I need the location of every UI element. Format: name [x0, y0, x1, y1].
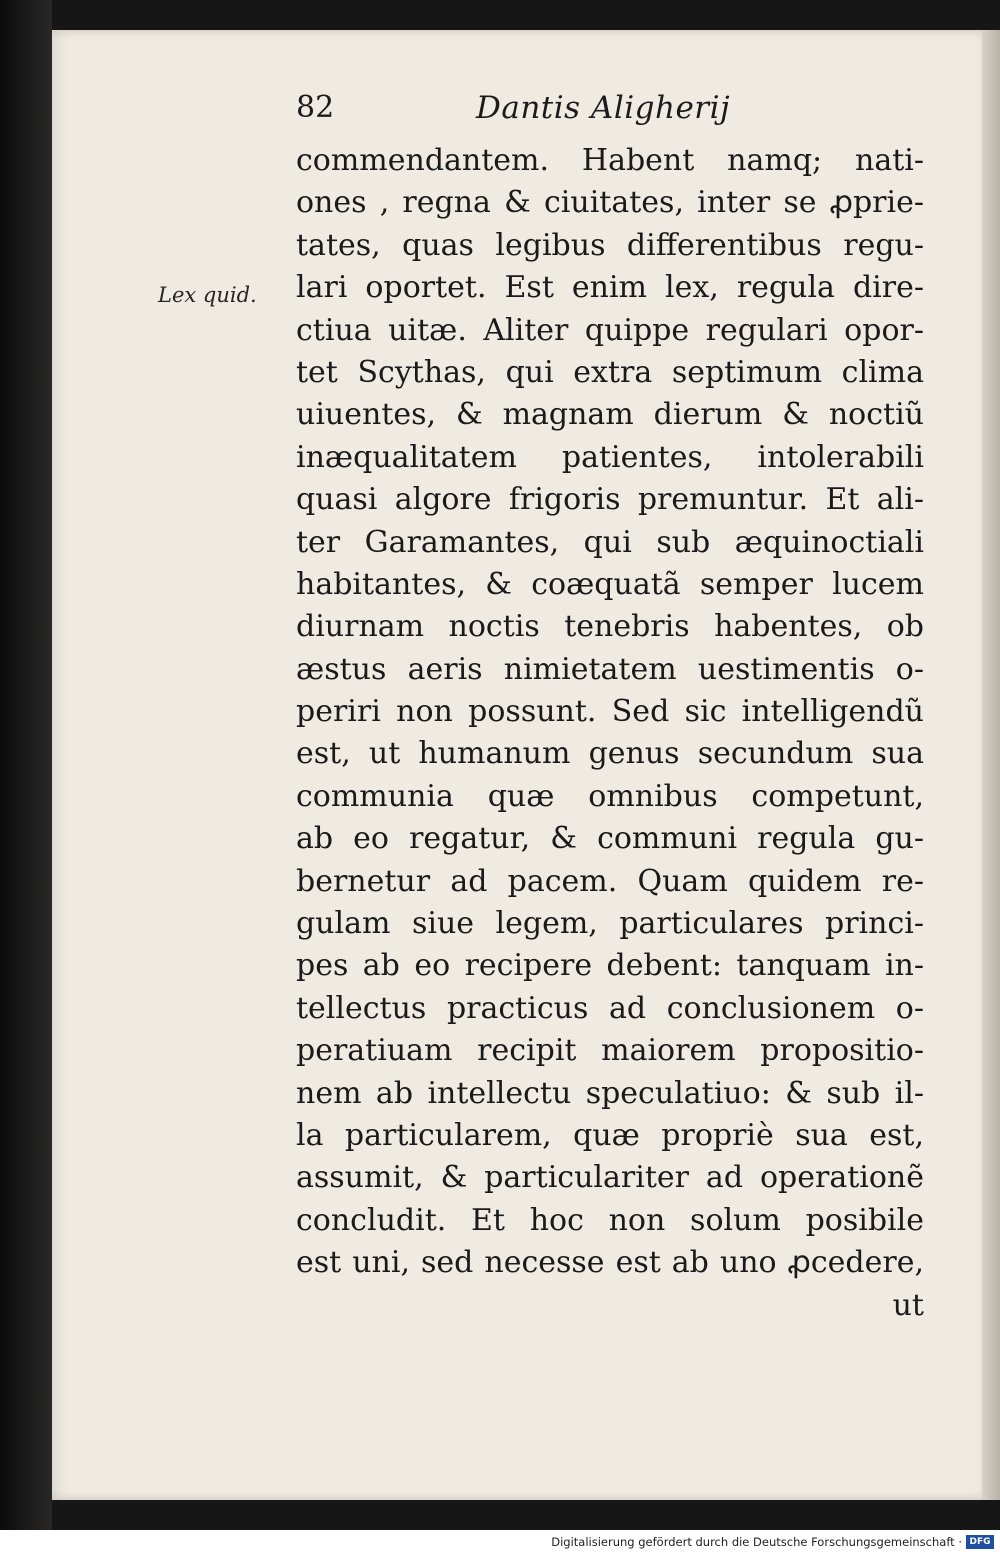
text-line: periri non possunt. Sed sic intelligendũ: [296, 694, 924, 730]
catchword: ut: [892, 1287, 924, 1323]
text-line: uiuentes, & magnam dierum & noctiũ: [296, 397, 924, 433]
page-number: 82: [296, 90, 335, 125]
running-head: [296, 90, 736, 140]
text-line: inæqualitatem patientes, intolerabili: [296, 439, 924, 475]
dfg-logo-icon: DFG: [966, 1535, 994, 1549]
text-line: assumit, & particulariter ad operationẽ: [296, 1160, 924, 1196]
text-line: nem ab intellectu speculatiuo: & sub il-: [296, 1075, 924, 1111]
marginal-note: Lex quid.: [158, 283, 257, 307]
book-binding-shadow: [0, 0, 52, 1530]
text-line: habitantes, & coæquatã semper lucem: [296, 566, 924, 602]
text-line: tet Scythas, qui extra septimum clima: [296, 354, 924, 390]
text-line: ones , regna & ciuitates, inter se ꝓprie-: [296, 185, 924, 221]
text-line: communia quæ omnibus competunt,: [296, 778, 924, 814]
text-line: commendantem. Habent namq; nati-: [296, 143, 924, 178]
text-line: bernetur ad pacem. Quam quidem re-: [296, 863, 924, 899]
text-line: tellectus practicus ad conclusionem o-: [296, 990, 924, 1026]
text-line: concludit. Et hoc non solum posibile: [296, 1202, 924, 1238]
text-line: pes ab eo recipere debent: tanquam in-: [296, 948, 924, 984]
text-line: tates, quas legibus differentibus regu-: [296, 227, 924, 263]
text-line: ter Garamantes, qui sub æquinoctiali: [296, 524, 924, 560]
body-text: [296, 140, 924, 1327]
text-line: est, ut humanum genus secundum sua: [296, 736, 924, 772]
text-line: diurnam noctis tenebris habentes, ob: [296, 609, 924, 645]
text-line: la particularem, quæ propriè sua est,: [296, 1117, 924, 1153]
text-line: peratiuam recipit maiorem propositio-: [296, 1033, 924, 1069]
text-line: quasi algore frigoris premuntur. Et ali-: [296, 482, 924, 518]
text-line: ctiua uitæ. Aliter quippe regulari opor-: [296, 312, 924, 348]
funding-credit: Digitalisierung gefördert durch die Deutsche Forschungsgemeinschaft ·: [551, 1535, 962, 1549]
footer-bar: [0, 1530, 1000, 1555]
running-title: Dantis Aligherij: [476, 90, 731, 126]
text-line: gulam siue legem, particulares princi-: [296, 906, 924, 942]
page-edge: [982, 30, 1000, 1500]
text-line: ab eo regatur, & communi regula gu-: [296, 821, 924, 857]
text-line: æstus aeris nimietatem uestimentis o-: [296, 651, 924, 687]
text-line: est uni, sed necesse est ab uno ꝓcedere,: [296, 1245, 924, 1281]
text-line: lari oportet. Est enim lex, regula dire-: [296, 270, 924, 306]
